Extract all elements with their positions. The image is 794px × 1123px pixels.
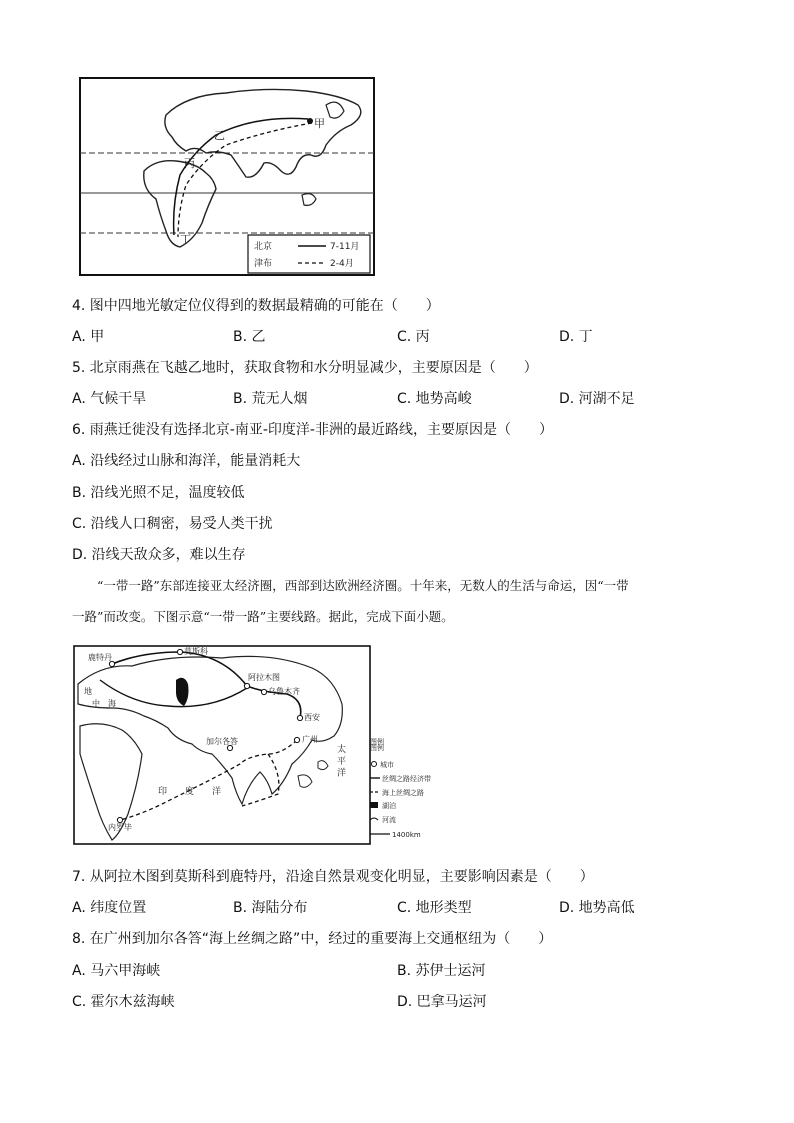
legend-river: 河流 [382, 816, 396, 824]
legend-lake-symbol [370, 802, 378, 808]
q7-option-a[interactable]: A. 纬度位置 [72, 900, 147, 916]
map2-legend-panel [368, 740, 438, 840]
question-4-stem: 4. 图中四地光敏定位仪得到的数据最精确的可能在（ ） [72, 298, 440, 314]
q7-option-b[interactable]: B. 海陆分布 [233, 900, 308, 916]
label-nairobi: 内罗毕 [108, 823, 132, 832]
belt-road-passage [72, 570, 722, 632]
q6-option-c[interactable]: C. 沿线人口稠密，易受人类干扰 [72, 516, 273, 532]
label-zhonghai: 中 海 [92, 699, 116, 708]
city-urumqi [261, 689, 266, 694]
q7-option-c[interactable]: C. 地形类型 [397, 900, 472, 916]
q6-option-a[interactable]: A. 沿线经过山脉和海洋，能量消耗大 [72, 453, 301, 469]
passage-line-1: “一带一路”东部连接亚太经济圈，西部到达欧洲经济圈。十年来，无数人的生活与命运，因“一带 [97, 578, 629, 593]
label-yi: 乙 [214, 129, 225, 142]
label-ding: 丁 [180, 233, 191, 246]
legend-land-route: 丝绸之路经济带 [382, 775, 431, 783]
legend-city-symbol [372, 762, 377, 767]
legend-south-africa: 津布 [254, 259, 273, 269]
legend-title: 图例 [370, 738, 384, 746]
question-6-stem: 6. 雨燕迁徙没有选择北京-南亚-印度洋-非洲的最近路线，主要原因是（ ） [72, 422, 553, 438]
q5-option-c[interactable]: C. 地势高峻 [397, 391, 472, 407]
q8-option-b[interactable]: B. 苏伊士运河 [397, 963, 486, 979]
label-guangzhou: 广州 [302, 735, 318, 744]
legend-city: 城市 [380, 761, 394, 769]
q4-option-d[interactable]: D. 丁 [559, 329, 593, 345]
map2-legend-svg [368, 740, 438, 840]
label-xian: 西安 [304, 713, 320, 722]
passage-line-2: 一路”而改变。下图示意“一带一路”主要线路。据此，完成下面小题。 [72, 609, 454, 624]
question-7-stem: 7. 从阿拉木图到莫斯科到鹿特丹，沿途自然景观变化明显，主要影响因素是（ ） [72, 869, 594, 885]
city-xian [297, 715, 302, 720]
city-rotterdam [109, 661, 114, 666]
legend-lake: 湖泊 [382, 802, 396, 810]
q5-option-a[interactable]: A. 气候干旱 [72, 391, 147, 407]
label-urumqi: 乌鲁木齐 [268, 687, 300, 696]
label-indian-ocean: 印 度 洋 [158, 787, 222, 797]
city-kolkata [227, 745, 232, 750]
legend-sea-route: 海上丝绸之路 [382, 789, 424, 797]
q8-option-a[interactable]: A. 马六甲海峡 [72, 963, 161, 979]
label-almaty: 阿拉木图 [248, 673, 280, 682]
question-5-stem: 5. 北京雨燕在飞越乙地时，获取食物和水分明显减少，主要原因是（ ） [72, 360, 538, 376]
label-jia: 甲 [314, 117, 325, 130]
q6-option-d[interactable]: D. 沿线天敌众多，难以生存 [72, 547, 246, 563]
city-almaty [244, 683, 249, 688]
legend-title-outside: 图例 [370, 744, 384, 752]
q5-option-d[interactable]: D. 河湖不足 [559, 391, 635, 407]
legend-period2: 2-4月 [330, 259, 354, 269]
question-8-stem: 8. 在广州到加尔各答“海上丝绸之路”中，经过的重要海上交通枢纽为（ ） [72, 931, 553, 947]
legend-scale: 1400km [392, 831, 421, 839]
label-pacific: 太 平 洋 [335, 744, 345, 777]
q5-option-b[interactable]: B. 荒无人烟 [233, 391, 308, 407]
city-nairobi [117, 817, 122, 822]
label-moscow: 莫斯科 [184, 647, 208, 656]
swift-migration-map-svg [76, 75, 378, 279]
label-bing: 丙 [184, 157, 195, 170]
label-rotterdam: 鹿特丹 [88, 653, 112, 662]
legend-period1: 7-11月 [330, 242, 360, 252]
label-di: 地 [84, 687, 92, 696]
q7-option-d[interactable]: D. 地势高低 [559, 900, 635, 916]
city-moscow [177, 649, 182, 654]
belt-road-map [72, 644, 384, 846]
q4-option-a[interactable]: A. 甲 [72, 329, 105, 345]
beijing-dot [307, 118, 313, 124]
city-guangzhou [294, 737, 299, 742]
legend-river-symbol [370, 818, 378, 820]
q8-option-d[interactable]: D. 巴拿马运河 [397, 994, 487, 1010]
q8-option-c[interactable]: C. 霍尔木兹海峡 [72, 994, 175, 1010]
legend-beijing: 北京 [254, 242, 273, 252]
belt-road-map-svg [72, 644, 384, 846]
q4-option-b[interactable]: B. 乙 [233, 329, 266, 345]
q6-option-b[interactable]: B. 沿线光照不足，温度较低 [72, 485, 245, 501]
label-kolkata: 加尔各答 [206, 737, 238, 746]
swift-migration-map [76, 75, 378, 279]
q4-option-c[interactable]: C. 丙 [397, 329, 430, 345]
